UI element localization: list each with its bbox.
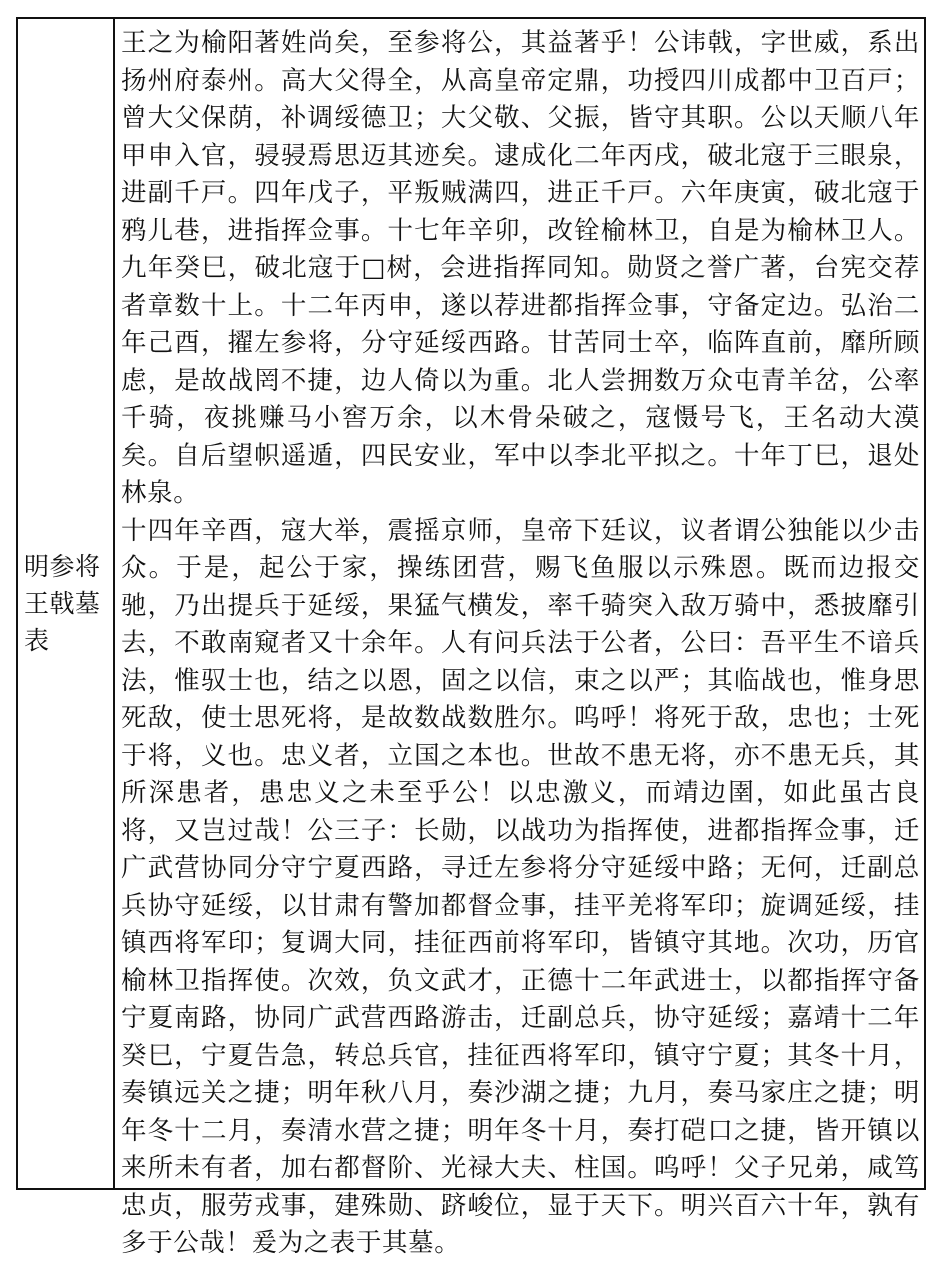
title-cell: [18, 19, 115, 1188]
paragraph-2: 十四年辛酉，寇大举，震摇京师，皇帝下廷议，议者谓公独能以少击众。于是，起公于家，操练团营，赐飞鱼服以示殊恩。既而边报交驰，乃出提兵于延绥，果猛气横发，率千骑突入敌万骑中，悉披靡引去，不敢南窥者又十余年。人有问兵法于公者，公曰：吾平生不谙兵法，惟驭士也，结之以恩，固之以信，束之以严；其临战也，惟身思死敌，使士思死将，是故数战数胜尔。呜呼！将死于敌，忠也；士死于将，义也。忠义者，立国之本也。世故不患无将，亦不患无兵，其所深患者，患忠义之未至乎公！以忠激义，而靖边圉，如此虽古良将，又岂过哉！公三子：长勋，以战功为指挥使，进都指挥佥事，迁广武营协同分守宁夏西路，寻迁左参将分守延绥中路；无何，迁副总兵协守延绥，以甘肃有警加都督佥事，挂平羌将军印；旋调延绥，挂镇西将军印；复调大同，挂征西前将军印，皆镇守其地。次功，历官榆林卫指挥使。次效，负文武才，正德十二年武进士，以都指挥守备宁夏南路，协同广武营西路游击，迁副总兵，协守延绥；嘉靖十二年癸巳，宁夏告急，转总兵官，挂征西将军印，镇守宁夏；其冬十月，奏镇远关之捷；明年秋八月，奏沙湖之捷；九月，奏马家庄之捷；明年冬十二月，奏清水营之捷；明年冬十月，奏打硙口之捷，皆开镇以来所未有者，加右都督阶、光禄大夫、柱国。呜呼！父子兄弟，咸笃忠贞，服劳戎事，建殊勋、跻峻位，显于天下。明兴百六十年，孰有多于公哉！爰为之表于其墓。: [121, 515, 920, 1258]
document-title: 明参将王戟墓表: [24, 552, 101, 655]
inscription-table: [16, 17, 926, 1258]
body-cell: [115, 19, 924, 1258]
paragraph-1: 王之为榆阳著姓尚矣，至参将公，其益著乎！公讳戟，字世威，系出扬州府泰州。高大父得全，从高皇帝定鼎，功授四川成都中卫百戸；曾大父保荫，补调绥德卫；大父敬、父振，皆守其职。公以天顺八年甲申入官，骎骎焉思迈其迹矣。逮成化二年丙戌，破北寇于三眼泉，进副千戸。四年戊子，平叛贼满四，进正千戸。六年庚寅，破北寇于鸦儿巷，进指挥佥事。十七年辛卯，改铨榆林卫，自是为榆林卫人。九年癸巳，破北寇于□树，会进指挥同知。勋贤之誉广著，台宪交荐者章数十上。十二年丙申，遂以荐进都指挥佥事，守备定边。弘治二年己酉，擢左参将，分守延绥西路。甘苦同士卒，临阵直前，靡所顾虑，是故战罔不捷，边人倚以为重。北人尝拥数万众屯青羊岔，公率千骑，夜挑赚马小窖万余，以木骨朵破之，寇慑号飞，王名动大漠矣。自后望帜遥遁，四民安业，军中以李北平拟之。十年丁巳，退处林泉。: [121, 28, 920, 508]
